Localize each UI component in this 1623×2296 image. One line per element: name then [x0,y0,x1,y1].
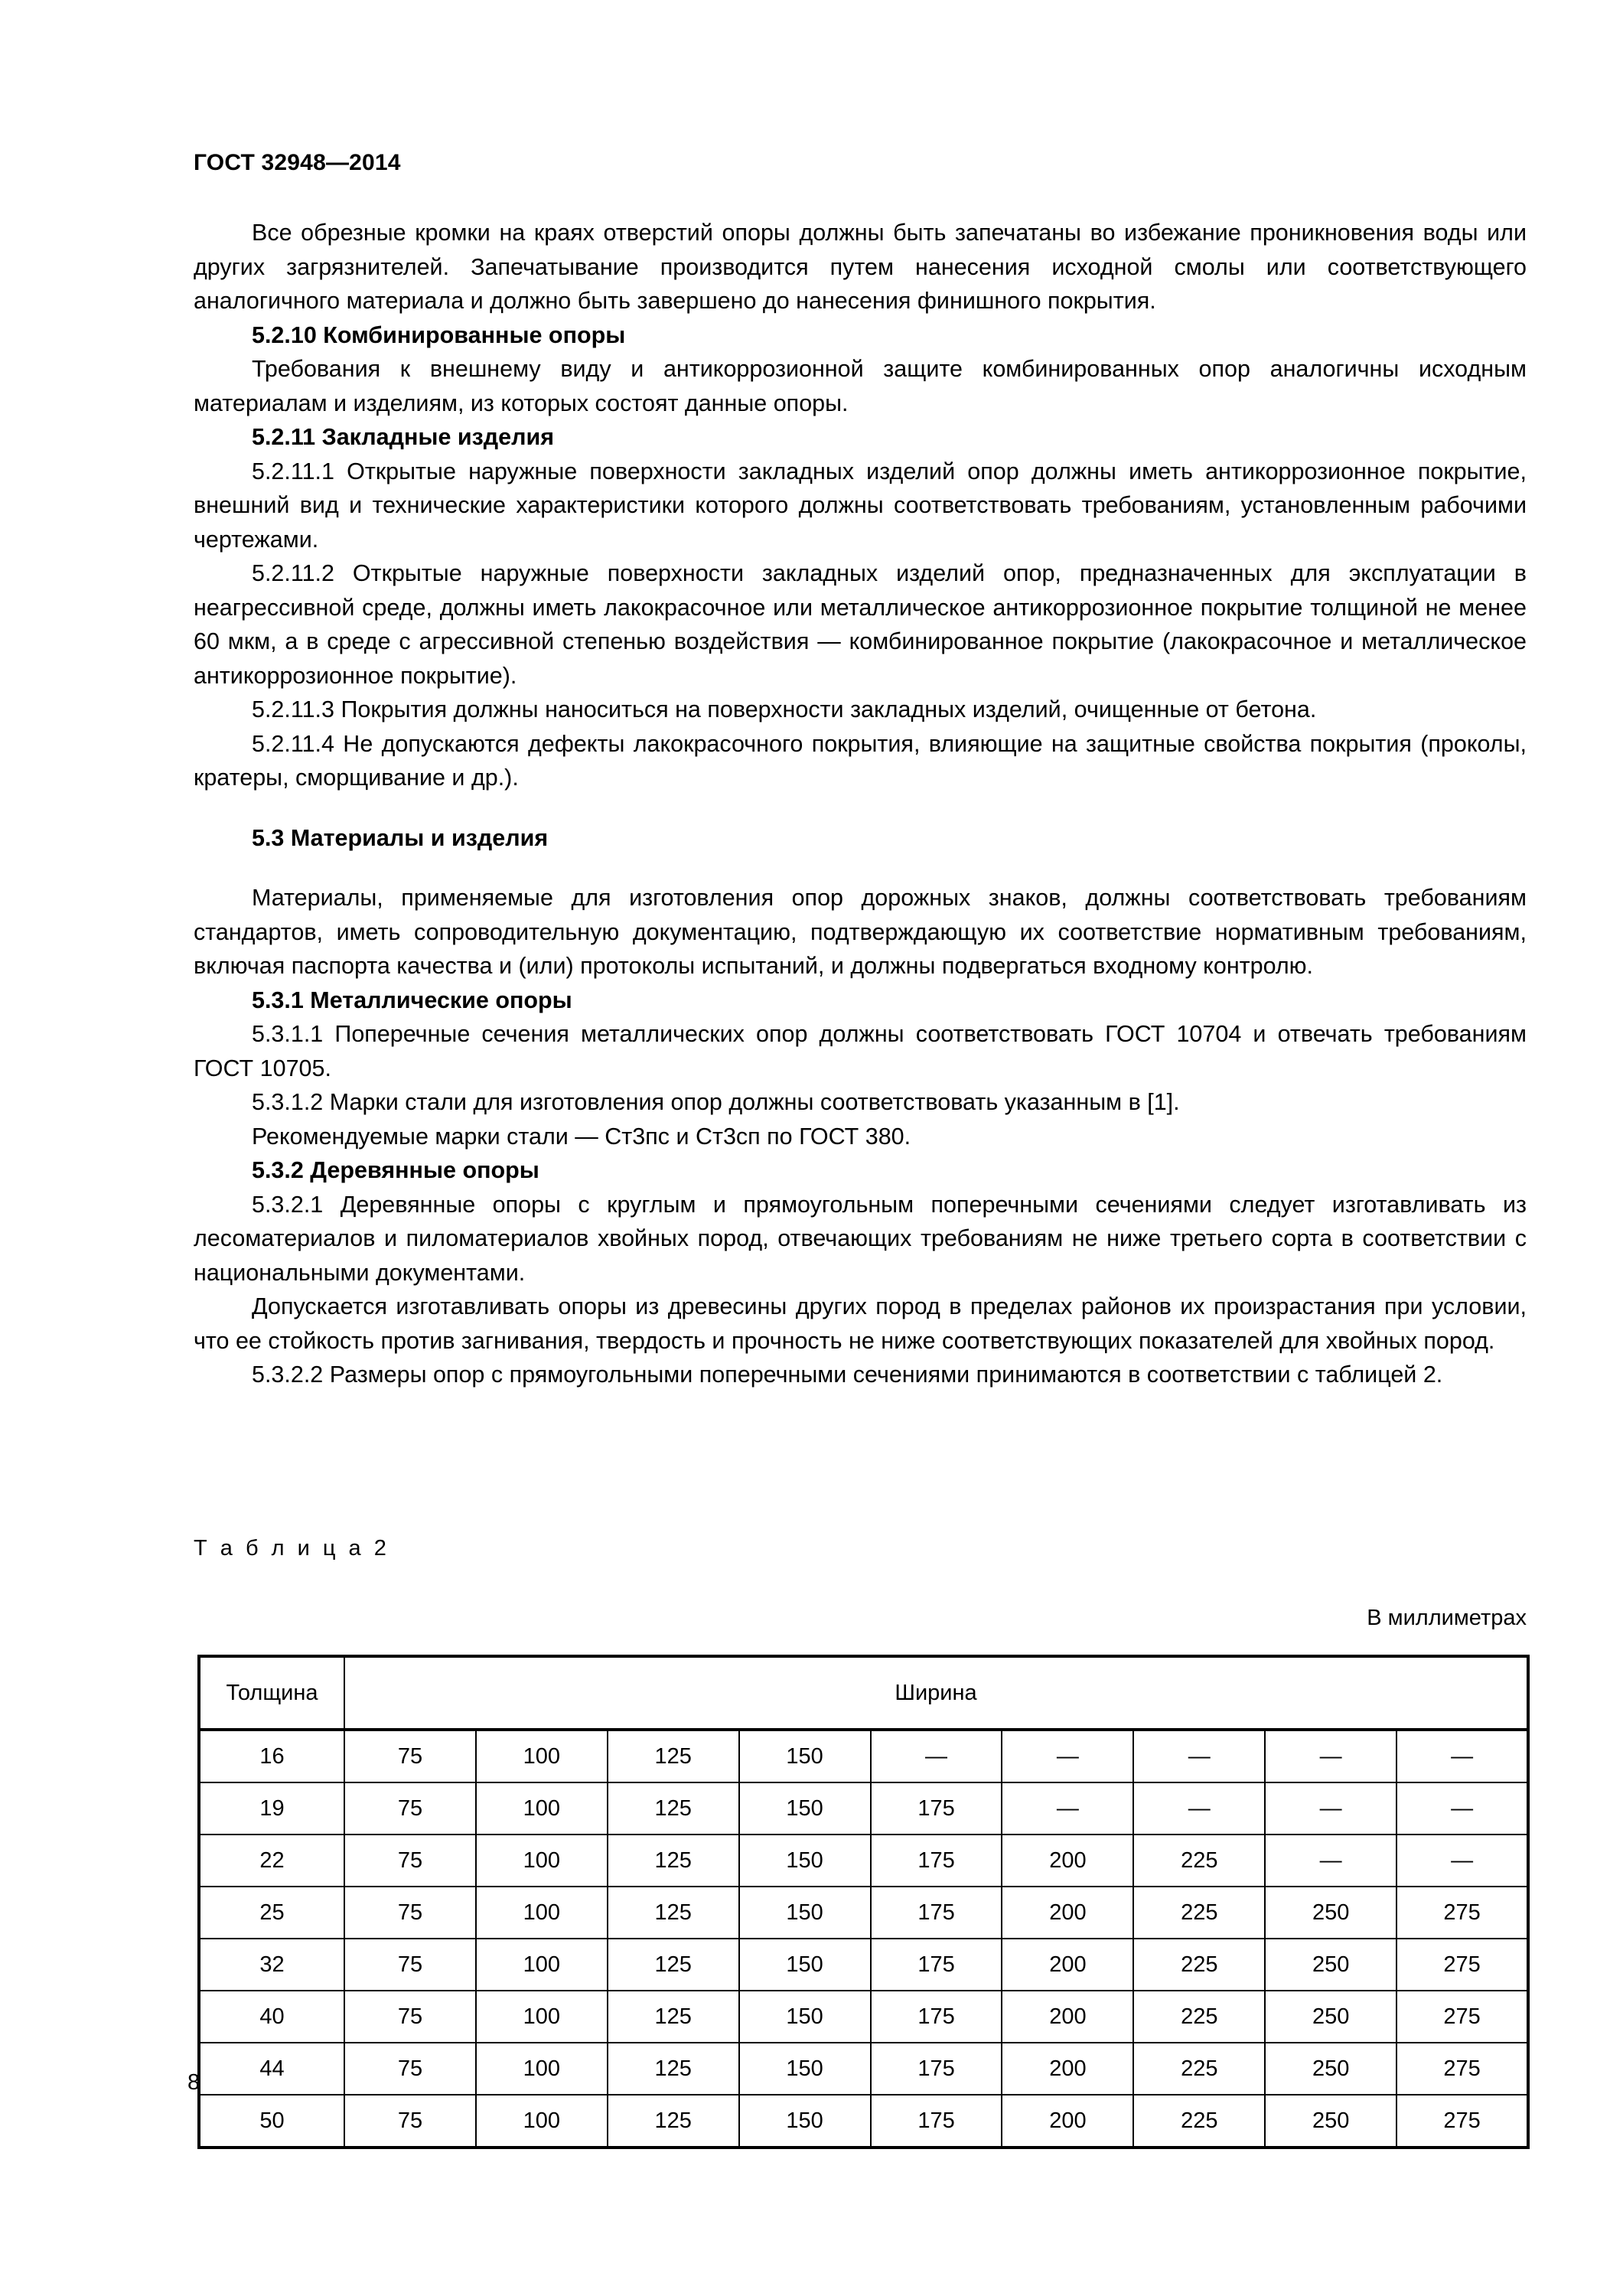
cell-width: — [1265,1730,1396,1782]
cell-width: 175 [871,1782,1002,1835]
paragraph-5-2-11-4: 5.2.11.4 Не допускаются дефекты лакокрасочного покрытия, влияющие на защитные свойства покрытия (проколы, кратеры, сморщивание и др.). [194,730,1527,791]
cell-width: 225 [1133,1835,1265,1887]
cell-width: 150 [739,1730,871,1782]
cell-width: 125 [608,1730,739,1782]
cell-width: 175 [871,2043,1002,2095]
table-row [199,1991,1528,2043]
cell-width: — [1396,1730,1528,1782]
cell-width: 125 [608,2095,739,2148]
cell-width: — [1002,1782,1133,1835]
cell-width: 275 [1396,1887,1528,1939]
table-2-caption: Т а б л и ц а 2 [194,1536,390,1561]
table-header-row [199,1656,1528,1730]
heading-5-3-1: 5.3.1 Металлические опоры [252,987,572,1013]
table-row [199,1782,1528,1835]
cell-width: 100 [476,1939,608,1991]
cell-width: — [1133,1782,1265,1835]
cell-thickness: 44 [199,2043,344,2095]
heading-5-3-2: 5.3.2 Деревянные опоры [252,1157,539,1183]
paragraph-5-3-1-1: 5.3.1.1 Поперечные сечения металлических опор должны соответствовать ГОСТ 10704 и отвечать требованиям ГОСТ 10705. [194,1021,1527,1081]
table-2-body [199,1730,1528,2148]
cell-width: 200 [1002,1939,1133,1991]
paragraph-5-2-11-3: 5.2.11.3 Покрытия должны наноситься на поверхности закладных изделий, очищенные от бетона. [252,696,1317,722]
cell-width: 75 [344,1887,476,1939]
paragraph-intro-sealing: Все обрезные кромки на краях отверстий опоры должны быть запечатаны во избежание проникновения воды или других загрязнителей. Запечатывание производится путем нанесения исходной смолы или соответствующего аналогичного материала и должно быть завершено до нанесения финишного покрытия. [194,220,1527,314]
cell-thickness: 50 [199,2095,344,2148]
cell-width: 200 [1002,1887,1133,1939]
paragraph-5-3-1-2-steel-grades: Рекомендуемые марки стали — Ст3пс и Ст3сп по ГОСТ 380. [252,1123,911,1150]
table-row [199,1835,1528,1887]
cell-width: 150 [739,1887,871,1939]
cell-width: 250 [1265,2043,1396,2095]
heading-5-2-10: 5.2.10 Комбинированные опоры [252,321,626,348]
cell-width: 175 [871,1991,1002,2043]
cell-width: 75 [344,2043,476,2095]
cell-width: 100 [476,1887,608,1939]
table-row [199,2095,1528,2148]
cell-width: 75 [344,2095,476,2148]
cell-width: 100 [476,2095,608,2148]
cell-width: — [871,1730,1002,1782]
heading-5-2-11: 5.2.11 Закладные изделия [252,424,555,450]
document-body-text [194,216,1527,1392]
cell-width: 125 [608,1991,739,2043]
cell-width: 150 [739,1782,871,1835]
paragraph-5-3-2-1: 5.3.2.1 Деревянные опоры с круглым и прямоугольным поперечными сечениями следует изготавливать из лесоматериалов и пиломатериалов хвойных пород, отвечающих требованиям не ниже третьего сорта в соответствии с национальными документами. [194,1191,1527,1286]
cell-thickness: 40 [199,1991,344,2043]
column-header-width: Ширина [344,1656,1528,1730]
cell-width: 150 [739,1835,871,1887]
heading-5-3: 5.3 Материалы и изделия [252,824,549,851]
cell-width: 225 [1133,2043,1265,2095]
cell-width: 275 [1396,2043,1528,2095]
cell-width: 100 [476,1991,608,2043]
page-number: 8 [187,2070,200,2095]
cell-width: 100 [476,1730,608,1782]
cell-width: 75 [344,1730,476,1782]
column-header-thickness: Толщина [199,1656,344,1730]
cell-width: 75 [344,1782,476,1835]
cell-thickness: 25 [199,1887,344,1939]
cell-width: 125 [608,2043,739,2095]
cell-width: 150 [739,1939,871,1991]
table-2-units-label: В миллиметрах [1367,1606,1527,1630]
cell-width: 150 [739,2043,871,2095]
cell-width: 275 [1396,1991,1528,2043]
table-row [199,1939,1528,1991]
cell-width: 125 [608,1782,739,1835]
paragraph-5-2-11-2: 5.2.11.2 Открытые наружные поверхности закладных изделий опор, предназначенных для эксплуатации в неагрессивной среде, должны иметь лакокрасочное или металлическое антикоррозионное покрытие толщиной не менее 60 мкм, а в среде с агрессивной степенью воздействия — комбинированное покрытие (лакокрасочное и металлическое антикоррозионное покрытие). [194,560,1527,689]
cell-width: 200 [1002,1835,1133,1887]
cell-width: 150 [739,2095,871,2148]
cell-width: — [1396,1835,1528,1887]
cell-width: 100 [476,1835,608,1887]
cell-width: 150 [739,1991,871,2043]
cell-thickness: 19 [199,1782,344,1835]
cell-width: 125 [608,1835,739,1887]
cell-width: — [1265,1835,1396,1887]
cell-thickness: 22 [199,1835,344,1887]
cell-width: 175 [871,1887,1002,1939]
paragraph-5-2-10: Требования к внешнему виду и антикоррозионной защите комбинированных опор аналогичны исходным материалам и изделиям, из которых состоят данные опоры. [194,356,1527,416]
table-row [199,1887,1528,1939]
table-2-head [199,1656,1528,1730]
cell-width: 200 [1002,2043,1133,2095]
cell-width: 75 [344,1835,476,1887]
cell-width: 125 [608,1887,739,1939]
cell-width: 225 [1133,1887,1265,1939]
cell-width: 100 [476,2043,608,2095]
document-header-standard-number: ГОСТ 32948—2014 [194,150,401,175]
cell-thickness: 32 [199,1939,344,1991]
table-2-support-dimensions [197,1655,1530,2149]
paragraph-5-3-1-2: 5.3.1.2 Марки стали для изготовления опор должны соответствовать указанным в [1]. [252,1089,1180,1115]
cell-width: 250 [1265,1887,1396,1939]
cell-width: 275 [1396,1939,1528,1991]
cell-width: 250 [1265,1939,1396,1991]
cell-width: — [1133,1730,1265,1782]
cell-width: — [1265,1782,1396,1835]
cell-width: 200 [1002,1991,1133,2043]
paragraph-5-3: Материалы, применяемые для изготовления опор дорожных знаков, должны соответствовать требованиям стандартов, иметь сопроводительную документацию, подтверждающую их соответствие нормативным требованиям, включая паспорта качества и (или) протоколы испытаний, и должны подвергаться входному контролю. [194,885,1527,979]
cell-width: 75 [344,1991,476,2043]
paragraph-5-3-2-1-other-wood: Допускается изготавливать опоры из древесины других пород в пределах районов их произрастания при условии, что ее стойкость против загнивания, твердость и прочность не ниже соответствующих показателей для хвойных пород. [194,1293,1527,1354]
cell-width: 225 [1133,1939,1265,1991]
cell-width: 275 [1396,2095,1528,2148]
cell-width: 100 [476,1782,608,1835]
cell-width: 200 [1002,2095,1133,2148]
cell-width: 75 [344,1939,476,1991]
cell-width: 125 [608,1939,739,1991]
cell-width: 175 [871,1835,1002,1887]
cell-width: 175 [871,1939,1002,1991]
cell-thickness: 16 [199,1730,344,1782]
table-row [199,2043,1528,2095]
cell-width: 225 [1133,1991,1265,2043]
cell-width: 175 [871,2095,1002,2148]
cell-width: — [1002,1730,1133,1782]
paragraph-5-3-2-2: 5.3.2.2 Размеры опор с прямоугольными поперечными сечениями принимаются в соответствии с таблицей 2. [252,1362,1443,1388]
cell-width: 225 [1133,2095,1265,2148]
paragraph-5-2-11-1: 5.2.11.1 Открытые наружные поверхности закладных изделий опор должны иметь антикоррозионное покрытие, внешний вид и технические характеристики которого должны соответствовать требованиям, установленным рабочими чертежами. [194,458,1527,553]
table-row [199,1730,1528,1782]
cell-width: 250 [1265,2095,1396,2148]
cell-width: 250 [1265,1991,1396,2043]
cell-width: — [1396,1782,1528,1835]
